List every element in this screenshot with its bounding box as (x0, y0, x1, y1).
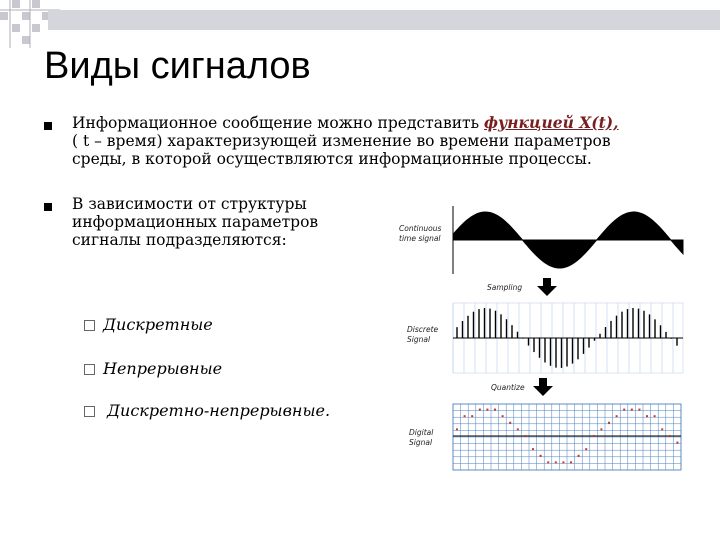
subitem-discrete-continuous: Дискретно-непрерывные. (107, 401, 331, 420)
quantized-sample (578, 455, 580, 457)
quantized-sample (540, 455, 542, 457)
continuous-waveform (453, 212, 683, 268)
quantized-sample (585, 448, 587, 450)
quantized-sample (654, 415, 656, 417)
bullet-marker (44, 122, 52, 130)
subitem-continuous: Непрерывные (103, 359, 223, 378)
quantized-sample (600, 428, 602, 430)
quantize-arrow-icon (533, 378, 553, 396)
bullet1-paragraph (72, 114, 619, 168)
bullet2-line3: сигналы подразделяются: (72, 231, 287, 249)
digital-label-1: Digital (409, 428, 434, 437)
checkbox-icon (84, 406, 95, 417)
subitem-discrete: Дискретные (103, 315, 213, 334)
slide-title: Виды сигналов (44, 45, 311, 87)
digital-label-2: Signal (409, 438, 433, 447)
sampling-arrow-icon (537, 278, 557, 296)
quantized-sample (555, 461, 557, 463)
quantized-sample (456, 428, 458, 430)
bullet1-line3: среды, в которой осуществляются информационные процессы. (72, 150, 592, 168)
bullet1-line2: ( t – время) характеризующей изменение во времени параметров (72, 132, 611, 150)
quantized-sample (547, 461, 549, 463)
quantized-sample (486, 409, 488, 411)
top-accent-bar (48, 10, 720, 30)
quantized-sample (661, 428, 663, 430)
bullet2-paragraph (72, 195, 318, 249)
bullet1-text: Информационное сообщение можно представить (72, 114, 480, 132)
quantized-sample (509, 422, 511, 424)
sampling-label: Sampling (487, 283, 523, 292)
quantized-sample (646, 415, 648, 417)
quantized-sample (570, 461, 572, 463)
quantize-label: Quantize (491, 383, 525, 392)
continuous-label-2: time signal (399, 234, 441, 243)
quantized-sample (593, 435, 595, 437)
quantized-sample (464, 415, 466, 417)
discrete-label-1: Discrete (407, 325, 439, 334)
signal-conversion-diagram (395, 200, 690, 475)
bullet2-line1: В зависимости от структуры (72, 195, 307, 213)
quantized-sample (494, 409, 496, 411)
quantized-sample (608, 422, 610, 424)
quantized-sample (669, 435, 671, 437)
quantized-sample (517, 428, 519, 430)
bullet2-line2: информационных параметров (72, 213, 319, 231)
quantized-sample (631, 409, 633, 411)
function-emphasis: функцией X(t), (484, 113, 619, 132)
quantized-sample (562, 461, 564, 463)
quantized-sample (502, 415, 504, 417)
quantized-sample (623, 409, 625, 411)
quantized-sample (638, 409, 640, 411)
bullet-marker (44, 203, 52, 211)
checkbox-icon (84, 320, 95, 331)
quantized-sample (471, 415, 473, 417)
quantized-sample (616, 415, 618, 417)
quantized-sample (676, 442, 678, 444)
quantized-sample (524, 435, 526, 437)
checkbox-icon (84, 364, 95, 375)
quantized-sample (479, 409, 481, 411)
quantized-sample (532, 448, 534, 450)
discrete-label-2: Signal (407, 335, 431, 344)
continuous-label-1: Continuous (399, 224, 442, 233)
